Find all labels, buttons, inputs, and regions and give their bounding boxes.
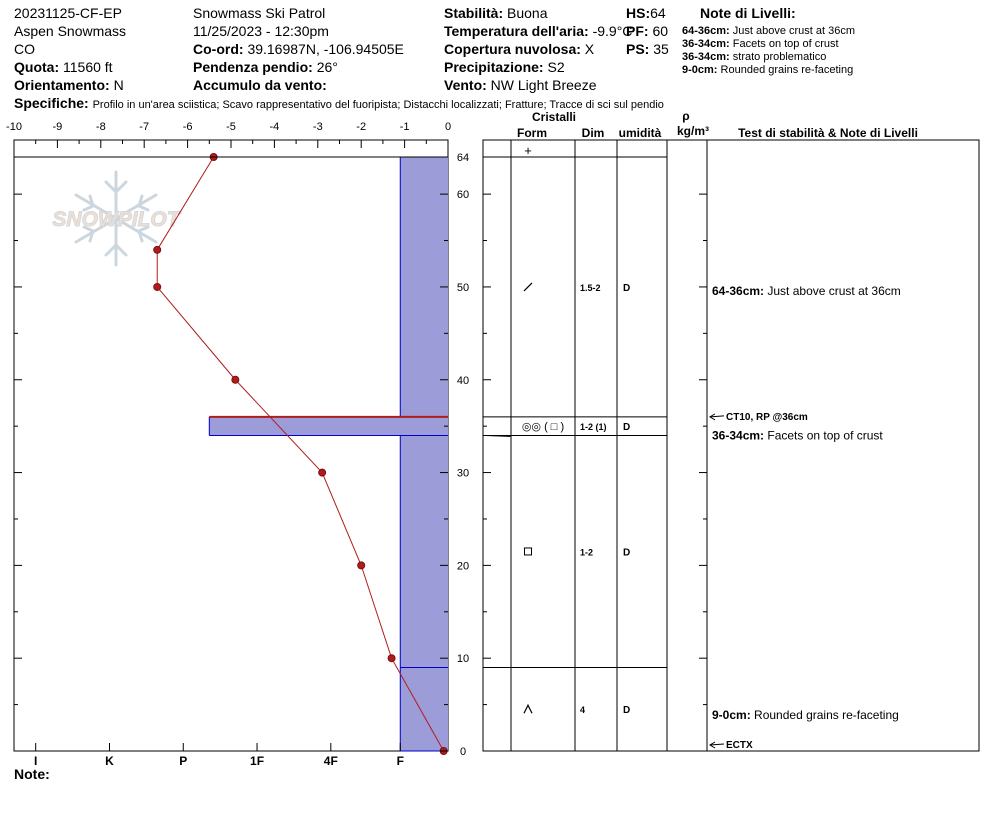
- layer-notes-title: Note di Livelli:: [700, 5, 796, 21]
- air-temp-label: Temperatura dell'aria:: [444, 23, 589, 39]
- layer-note-range: 64-36cm:: [712, 283, 768, 298]
- temperature-point: [154, 283, 161, 290]
- y-tick-label: 20: [456, 560, 470, 573]
- hs-label: HS:: [626, 5, 651, 21]
- ps-label: PS:: [626, 41, 650, 57]
- hardness-tick-label: 4F: [323, 754, 338, 768]
- aspect-label: Orientamento:: [14, 77, 110, 93]
- x-tick-label: -3: [312, 121, 323, 133]
- rounding-faceted-form-icon: ◎◎ ( □ ): [521, 421, 565, 434]
- x-tick-label: -7: [139, 121, 150, 133]
- layer-table-frame: [483, 140, 979, 751]
- logo-text: SNOWPILOT: [52, 208, 180, 231]
- layer-note-range: 9-0cm:: [712, 708, 755, 723]
- elevation-label: Quota:: [14, 59, 60, 75]
- hardness-bar: [400, 667, 448, 751]
- hs-tick-label: 64: [456, 152, 470, 164]
- moisture: D: [623, 422, 631, 434]
- hardness-tick-label: F: [396, 754, 404, 768]
- layer-note-text: Rounded grains re-faceting: [754, 708, 899, 723]
- layer-note-range: 36-34cm:: [682, 51, 730, 63]
- wind-loading-label: Accumulo da vento:: [193, 77, 327, 93]
- x-tick-label: -10: [6, 121, 22, 133]
- grain-size: 1-2 (1): [580, 422, 607, 433]
- grain-size: 1-2: [580, 547, 594, 558]
- hardness-tick-label: I: [34, 754, 38, 768]
- slope-label: Pendenza pendio:: [193, 59, 313, 75]
- x-tick-label: -1: [399, 121, 410, 133]
- y-tick-label: 60: [456, 189, 470, 202]
- wind-label: Vento:: [444, 77, 487, 93]
- profile-id: 20231125-CF-EP: [14, 5, 122, 21]
- temperature-point: [232, 376, 239, 383]
- moisture: D: [623, 547, 631, 559]
- x-tick-label: -5: [226, 121, 236, 133]
- y-tick-label: 0: [459, 746, 467, 758]
- slash-form-icon: [524, 283, 532, 291]
- wind-value: NW Light Breeze: [490, 77, 597, 93]
- temperature-point: [319, 469, 326, 476]
- temperature-point: [388, 655, 395, 662]
- slope-value: 26°: [316, 59, 338, 75]
- x-tick-label: -6: [182, 121, 193, 133]
- air-temp-value: -9.9°C: [592, 23, 633, 39]
- layer-note-range: 36-34cm:: [712, 428, 768, 443]
- grain-form-cell: [524, 705, 532, 713]
- hardness-bars: [209, 157, 448, 751]
- layer-note-entry: [712, 284, 901, 298]
- snowpilot-logo: [52, 172, 181, 265]
- aspect-value: N: [113, 77, 124, 93]
- x-tick-label: -9: [52, 121, 63, 133]
- coord-value: 39.16987N, -106.94505E: [247, 41, 404, 57]
- layer-note-text: Facets on top of crust: [732, 38, 839, 50]
- y-tick-label: 30: [456, 467, 470, 480]
- layer-note-range: 64-36cm:: [682, 25, 730, 37]
- density-unit: kg/m³: [676, 124, 710, 138]
- surface-form-icon: +: [524, 143, 532, 158]
- grain-form-cell: [524, 283, 532, 291]
- precip-label: Precipitazione:: [444, 59, 544, 75]
- grain-form-cell: [525, 548, 532, 555]
- y-tick-label: 40: [456, 374, 470, 387]
- layer-note-range: 36-34cm:: [682, 38, 730, 50]
- y-tick-label: 50: [456, 281, 470, 294]
- layer-note-entry: [712, 428, 883, 442]
- layer-note-text: Facets on top of crust: [767, 428, 883, 443]
- size-header: Dim: [581, 126, 605, 140]
- hardness-bar: [209, 417, 448, 436]
- specifics-value: Profilo in un'area sciistica; Scavo rappresentativo del fuoripista; Distacchi localizzati; Fratture; Tracce di sci sul pendio: [92, 99, 664, 111]
- temperature-point: [358, 562, 365, 569]
- sky-label: Copertura nuvolosa:: [444, 41, 581, 57]
- layer-note-text: Rounded grains re-faceting: [720, 64, 854, 76]
- layer-note-text: Just above crust at 36cm: [767, 283, 901, 298]
- hardness-tick-label: K: [105, 754, 114, 768]
- square-form-icon: [525, 548, 532, 555]
- moisture: D: [623, 705, 631, 717]
- stability-test-label: ECTX: [726, 740, 753, 751]
- ps-value: 35: [653, 41, 669, 57]
- plot-frame: [14, 140, 448, 751]
- sky-value: X: [584, 41, 595, 57]
- stability-label: Stabilità:: [444, 5, 504, 21]
- density-symbol: ρ: [682, 109, 690, 123]
- form-header: Form: [517, 126, 547, 140]
- pf-label: PF:: [626, 23, 649, 39]
- y-tick-label: 10: [456, 653, 470, 666]
- layer-note-entry: [712, 708, 899, 722]
- x-tick-label: -8: [95, 121, 106, 133]
- temperature-point: [154, 246, 161, 253]
- stability-notes-header: Test di stabilità & Note di Livelli: [738, 126, 918, 140]
- hardness-bar: [400, 435, 448, 667]
- stability-test-label: CT10, RP @36cm: [726, 411, 808, 423]
- pf-value: 60: [652, 23, 669, 39]
- x-tick-label: 0: [444, 121, 452, 133]
- specifics-label: Specifiche:: [14, 95, 89, 111]
- layer-note-text: Just above crust at 36cm: [732, 25, 856, 37]
- moisture-header: umidità: [618, 126, 662, 140]
- caret-form-icon: [524, 705, 532, 713]
- observer: Snowmass Ski Patrol: [193, 5, 326, 21]
- x-tick-label: -2: [356, 121, 367, 133]
- hs-value: 64: [650, 5, 666, 21]
- layer-note-range: 9-0cm:: [682, 64, 718, 76]
- hardness-tick-label: 1F: [250, 754, 265, 768]
- grain-form-cell: [522, 421, 564, 433]
- grain-size: 1.5-2: [580, 282, 601, 293]
- hardness-tick-label: P: [179, 754, 188, 768]
- precip-value: S2: [547, 59, 565, 75]
- state: CO: [14, 41, 35, 57]
- stability-value: Buona: [507, 5, 548, 21]
- note-label: Note:: [14, 766, 50, 782]
- datetime: 11/25/2023 - 12:30pm: [193, 23, 329, 39]
- coord-label: Co-ord:: [193, 41, 244, 57]
- moisture: D: [623, 282, 631, 294]
- layer-table: [483, 140, 901, 751]
- location: Aspen Snowmass: [14, 23, 127, 39]
- elevation-value: 11560 ft: [63, 59, 113, 75]
- layer-note-text: strato problematico: [732, 51, 827, 63]
- grain-size: 4: [580, 705, 586, 716]
- crystals-header: Cristalli: [531, 110, 577, 124]
- x-tick-label: -4: [269, 121, 280, 133]
